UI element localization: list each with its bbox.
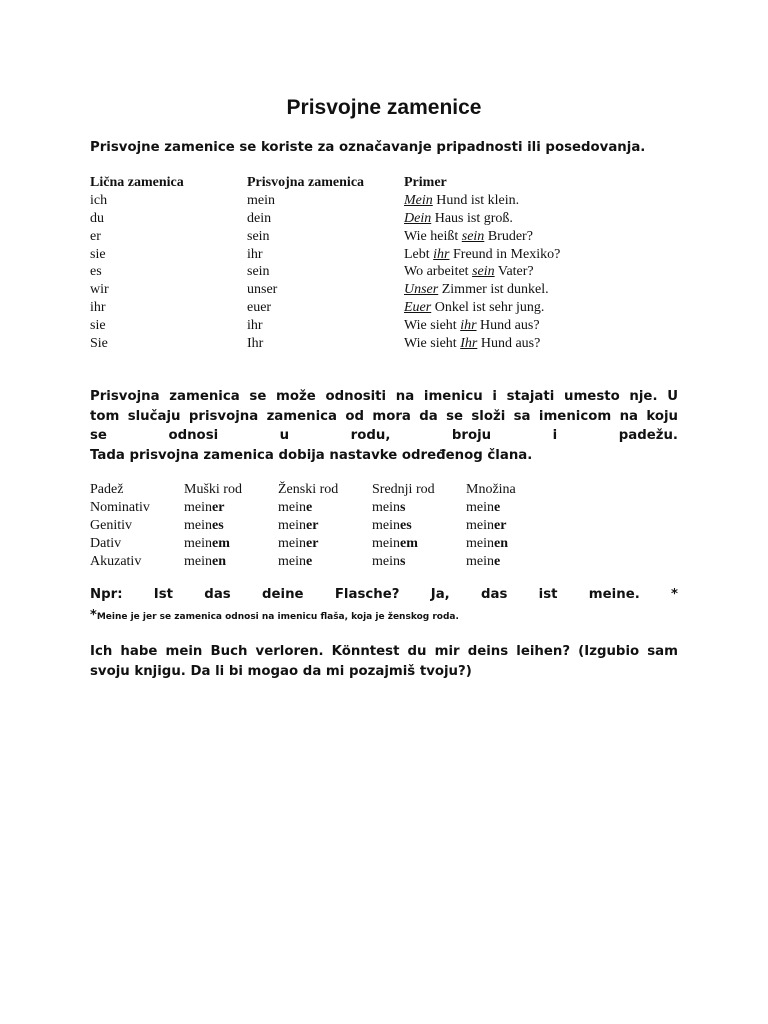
example-highlight: Ihr [460,336,478,352]
pronoun-row [90,335,674,353]
example-post: Hund ist klein. [432,192,520,208]
personal-pronoun: sie [90,318,106,334]
declension-form [372,499,466,517]
example-text [404,299,674,317]
example-highlight: sein [472,264,495,280]
form-stem: mein [466,499,494,515]
header-neuter: Srednji rod [372,482,435,497]
header-personal: Lična zamenica [90,175,184,190]
example-sentence: Npr: Ist das deine Flasche? Ja, das ist meine. * [90,587,678,602]
declension-form [278,553,372,571]
personal-pronoun: ihr [90,300,106,316]
personal-pronoun: Sie [90,336,108,352]
possessive-pronoun: euer [247,300,272,316]
declension-row [90,517,560,535]
explanation-line: Tada prisvojna zamenica dobija nastavke određenog člana. [90,447,533,463]
declension-form [278,517,372,535]
case-name: Akuzativ [90,553,142,569]
footnote-text: Meine je jer se zamenica odnosi na imenicu flaša, koja je ženskog roda. [96,612,459,622]
personal-pronoun: wir [90,282,109,298]
declension-form [278,499,372,517]
intro-paragraph: Prisvojne zamenice se koriste za označavanje pripadnosti ili posedovanja. [90,140,646,155]
declension-form [466,517,560,535]
declension-form [372,553,466,571]
page-title: Prisvojne zamenice [286,96,482,119]
declension-form [184,535,278,553]
pronoun-table-header [90,174,674,192]
example-post: Bruder? [484,228,533,244]
form-stem: mein [184,499,212,515]
declension-form [184,553,278,571]
personal-pronoun: sie [90,246,106,262]
example-highlight: ihr [460,318,477,334]
closing-paragraph: Ich habe mein Buch verloren. Könntest du mir deins leihen? (Izgubio sam svoju knjigu. Da li bi mogao da mi pozajmiš tvoju?) [90,644,678,679]
footnote [90,608,678,623]
declension-form [184,517,278,535]
example-highlight: Mein [404,192,433,208]
personal-pronoun: es [90,264,102,280]
declension-row [90,535,560,553]
form-ending: en [212,553,226,569]
example-highlight: Dein [404,210,432,226]
example-highlight: sein [461,228,485,244]
example-pre: Wie sieht [404,318,461,334]
form-ending: s [400,499,406,515]
declension-row [90,499,560,517]
explanation-line: Prisvojna zamenica se može odnositi na imenicu i stajati umesto nje. U [90,389,678,404]
example-post: Haus ist groß. [431,210,513,226]
form-ending: es [212,517,224,533]
example-post: Hund aus? [476,318,540,334]
form-ending: er [306,517,319,533]
header-example: Primer [404,175,447,190]
example-text [404,263,674,281]
declension-form [466,499,560,517]
declension-table-header [90,481,560,499]
form-ending: e [494,553,501,569]
possessive-pronoun: ihr [247,246,263,262]
personal-pronoun: du [90,210,104,226]
example-pre: Wie heißt [404,228,462,244]
form-stem: mein [466,517,494,533]
form-stem: mein [184,553,212,569]
possessive-pronoun: sein [247,228,270,244]
declension-form [372,517,466,535]
declension-form [278,535,372,553]
example-pre: Wie sieht [404,336,461,352]
form-ending: e [306,553,313,569]
declension-form [184,499,278,517]
form-ending: er [306,535,319,551]
form-ending: em [400,535,418,551]
form-stem: mein [372,553,400,569]
pronoun-row [90,246,674,264]
pronoun-table [90,174,674,353]
example-post: Vater? [494,264,534,280]
pronoun-row [90,281,674,299]
form-stem: mein [278,535,306,551]
case-name: Dativ [90,535,122,551]
example-post: Zimmer ist dunkel. [438,282,549,298]
possessive-pronoun: mein [247,192,275,208]
declension-form [466,535,560,553]
header-possessive: Prisvojna zamenica [247,175,365,190]
form-ending: e [494,499,501,515]
example-pre: Lebt [404,246,434,262]
pronoun-row [90,210,674,228]
personal-pronoun: er [90,228,101,244]
form-stem: mein [372,499,400,515]
form-stem: mein [184,535,212,551]
form-stem: mein [372,517,400,533]
explanation-line: se odnosi u rodu, broju i padežu. [90,428,678,443]
declension-form [466,553,560,571]
form-stem: mein [372,535,400,551]
form-stem: mein [466,535,494,551]
header-feminine: Ženski rod [278,482,339,497]
header-masculine: Muški rod [184,482,242,497]
pronoun-row [90,317,674,335]
example-post: Onkel ist sehr jung. [431,300,545,316]
personal-pronoun: ich [90,192,108,208]
possessive-pronoun: Ihr [247,336,264,352]
pronoun-row [90,228,674,246]
possessive-pronoun: dein [247,210,272,226]
possessive-pronoun: ihr [247,318,263,334]
pronoun-row [90,192,674,210]
declension-table [90,481,560,570]
explanation-line: tom slučaju prisvojna zamenica od mora da se složi sa imenicom na koju [90,408,678,424]
example-text [404,210,674,228]
example-pre: Wo arbeitet [404,264,473,280]
example-text [404,192,674,210]
form-stem: mein [278,499,306,515]
possessive-pronoun: sein [247,264,270,280]
declension-form [372,535,466,553]
example-text [404,228,674,246]
possessive-pronoun: unser [247,282,278,298]
header-plural: Množina [466,482,516,497]
form-stem: mein [278,517,306,533]
example-text [404,335,674,353]
example-highlight: ihr [433,246,450,262]
case-name: Nominativ [90,499,150,515]
form-stem: mein [184,517,212,533]
form-ending: er [212,499,225,515]
example-text [404,246,674,264]
form-stem: mein [278,553,306,569]
footnote-star: * [90,608,97,623]
case-name: Genitiv [90,517,132,533]
explanation-paragraph [90,387,678,465]
example-highlight: Unser [404,282,439,298]
form-ending: es [400,517,412,533]
example-post: Freund in Mexiko? [449,246,561,262]
form-ending: s [400,553,406,569]
example-highlight: Euer [404,300,432,316]
form-ending: er [494,517,507,533]
example-post: Hund aus? [477,336,541,352]
example-text [404,317,674,335]
pronoun-row [90,263,674,281]
pronoun-row [90,299,674,317]
form-ending: en [494,535,508,551]
form-stem: mein [466,553,494,569]
declension-row [90,553,560,571]
example-text [404,281,674,299]
header-case: Padež [90,482,124,497]
form-ending: e [306,499,313,515]
form-ending: em [212,535,230,551]
